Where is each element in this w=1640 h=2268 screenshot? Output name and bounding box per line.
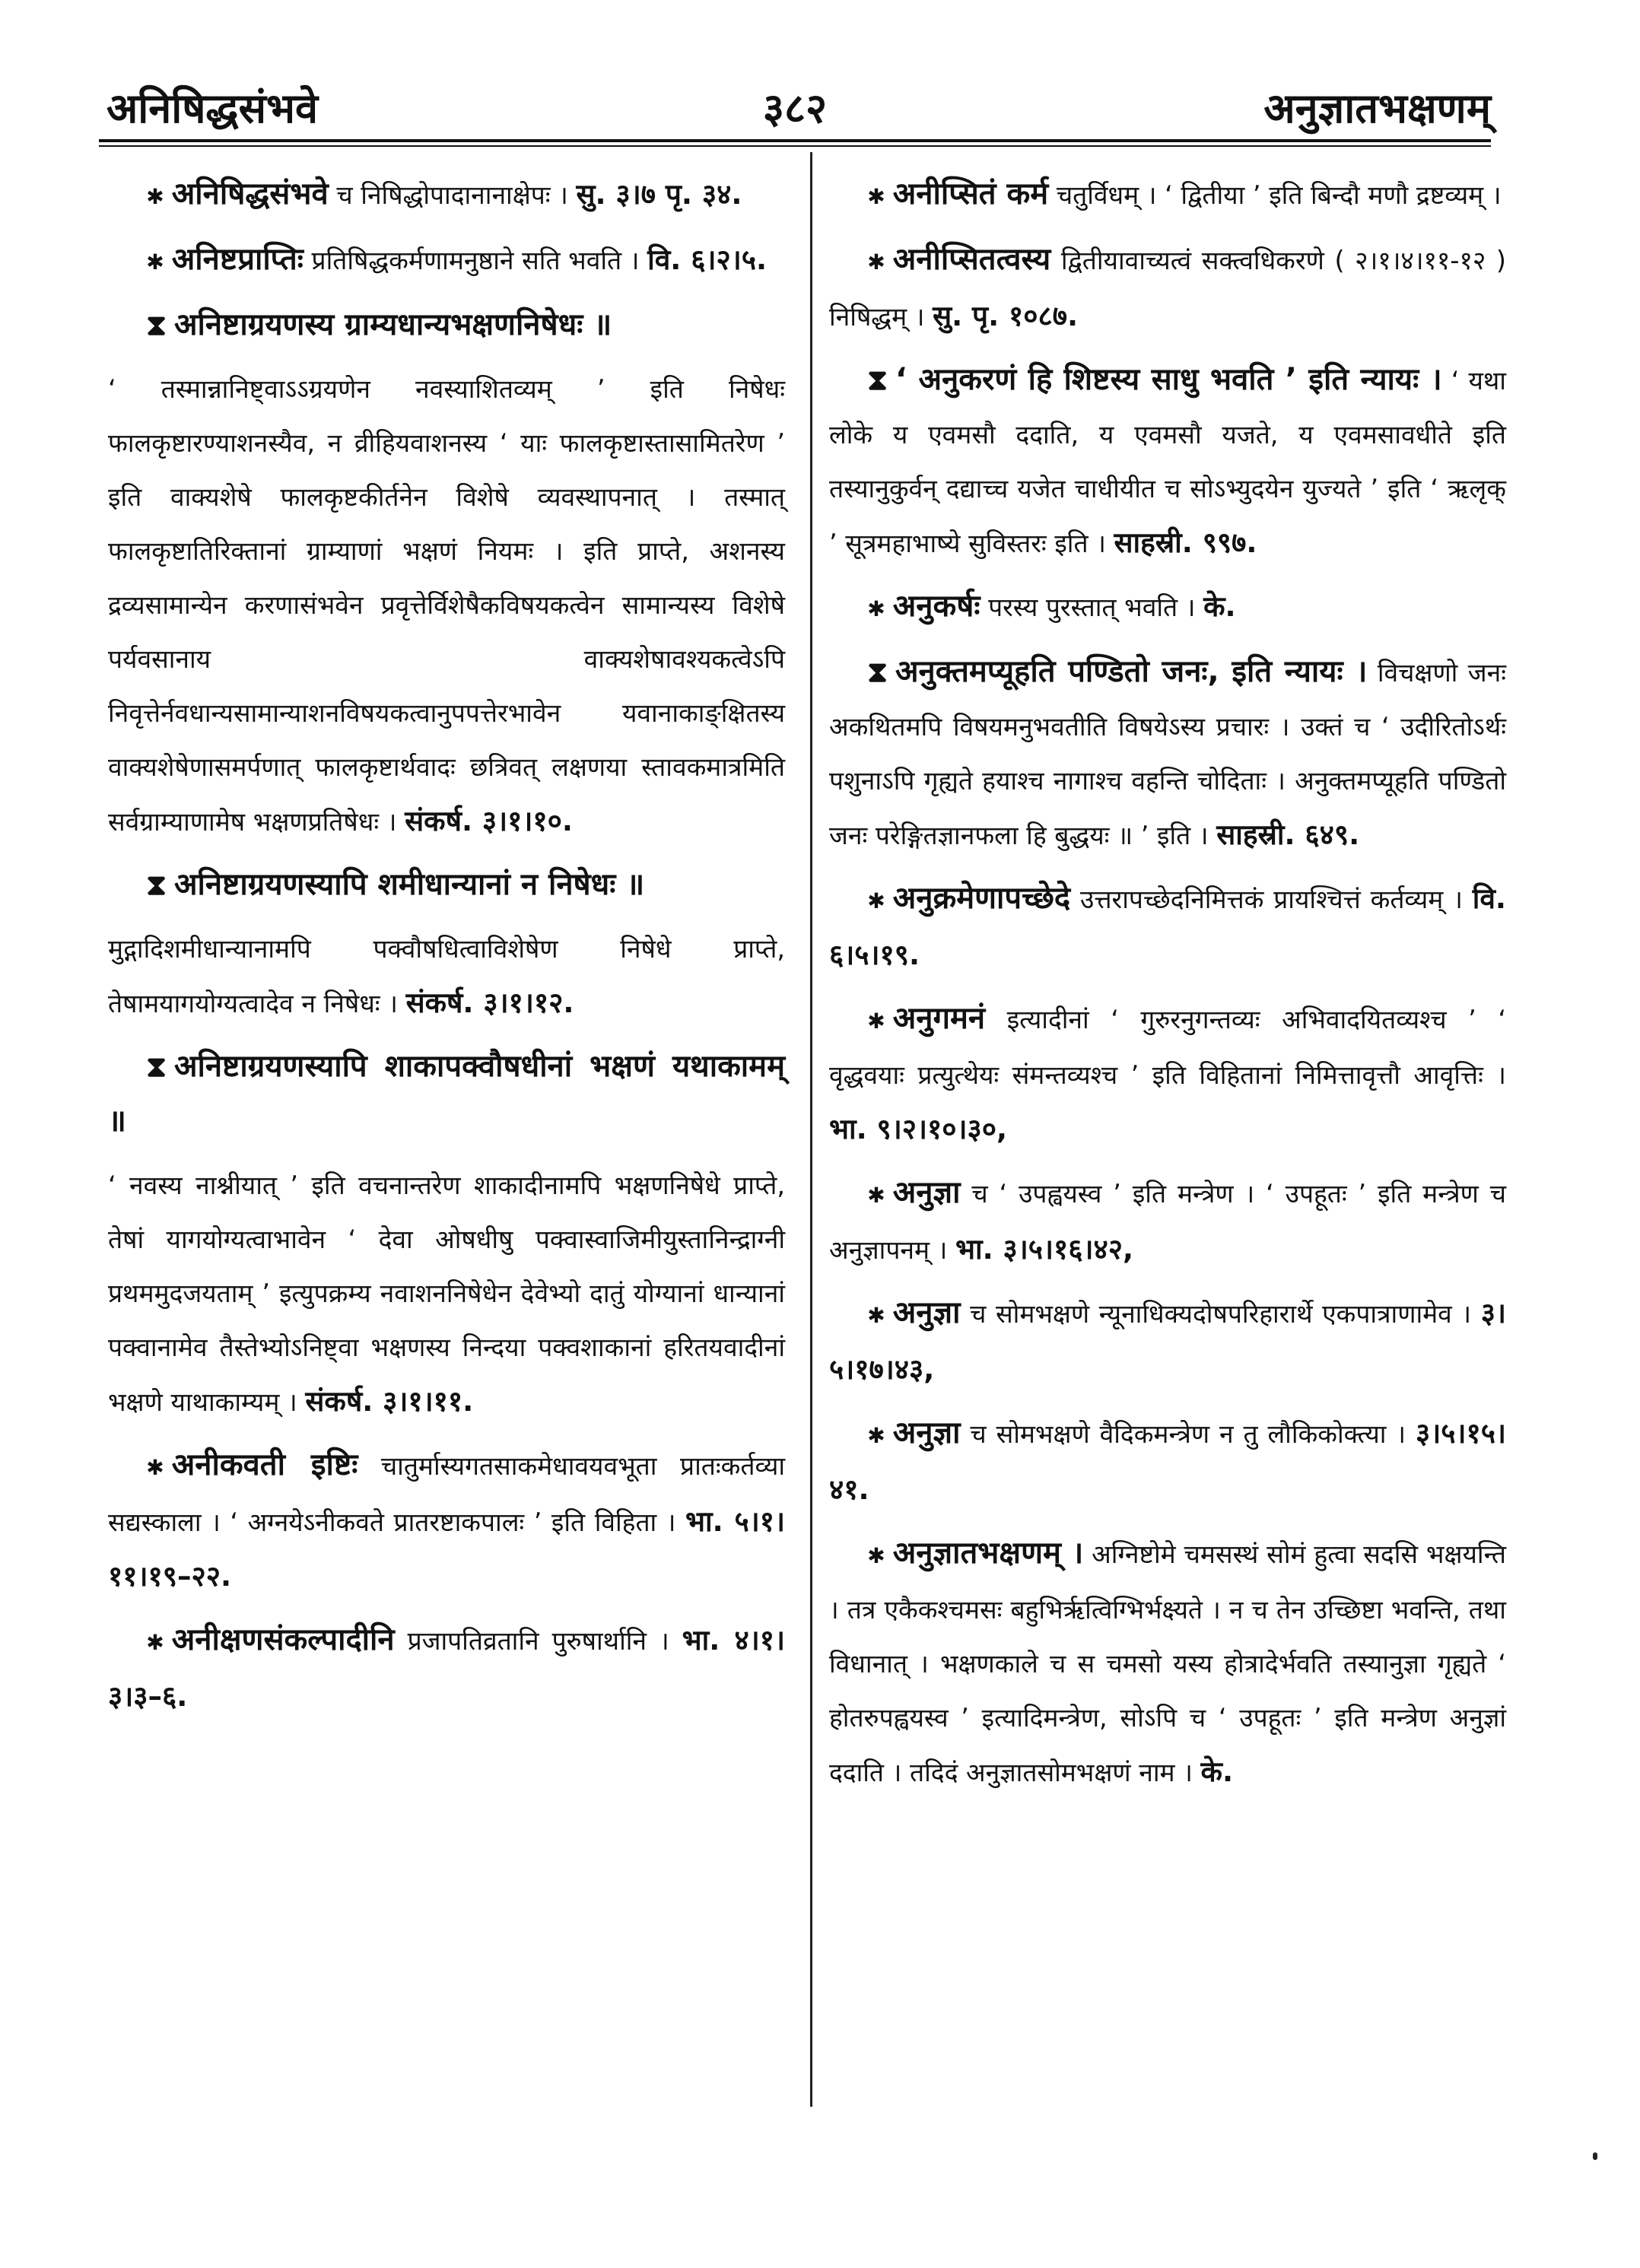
dictionary-entry: [829, 353, 1506, 570]
entry-headword: अनीप्सितं कर्म: [892, 176, 1049, 211]
hourglass-icon: ⧗: [146, 1050, 167, 1083]
entry-reference: संकर्ष. ३।१।१०.: [405, 805, 573, 837]
asterisk-icon: ✱: [146, 1630, 164, 1655]
asterisk-icon: ✱: [867, 1009, 885, 1034]
right-column: [829, 167, 1506, 1809]
entry-text: चतुर्विधम् । ‘ द्वितीया ’ इति बिन्दौ मणौ द्रष्टव्यम् ।: [1056, 180, 1502, 210]
entry-headword: अनिष्टप्राप्तिः: [171, 242, 304, 277]
entry-reference: ३।५।१५।४१.: [829, 1417, 1506, 1506]
asterisk-icon: ✱: [146, 184, 164, 209]
entry-text: मुद्गादिशमीधान्यानामपि पक्वौषधित्वाविशेषेण निषेधे प्राप्ते, तेषामयागयोग्यत्वादेव न निषेधः ।: [108, 934, 785, 1018]
dictionary-entry: [829, 645, 1506, 862]
entry-reference: सु. पृ. १०८७.: [933, 300, 1079, 332]
entry-headword: अनुक्रमेणापच्छेदे: [892, 881, 1071, 916]
entry-reference: ३।५।१७।४३,: [829, 1297, 1506, 1386]
entry-text: प्रतिषिद्धकर्मणामनुष्ठाने सति भवति ।: [311, 246, 640, 275]
entry-headword: अनीकवती इष्टिः: [171, 1447, 358, 1482]
asterisk-icon: ✱: [146, 249, 164, 275]
dictionary-entry: [829, 1166, 1506, 1277]
entry-headword: ‘ अनुकरणं हि शिष्टस्य साधु भवति ’ इति न्यायः ।: [895, 362, 1442, 397]
entry-text: परस्य पुरस्तात् भवति ।: [988, 592, 1196, 622]
dictionary-entry: [108, 1613, 785, 1724]
dictionary-entry: [829, 1526, 1506, 1799]
hourglass-icon: ⧗: [867, 655, 888, 688]
dictionary-entry: [108, 1040, 785, 1149]
entry-text: ‘ यथा लोके य एवमसौ ददाति, य एवमसौ यजते, य एवमसावधीते इति तस्यानुकुर्वन् दद्याच्च यजेत चाधीयीत च सोऽभ्युदयेन युज्यते ’ इति ‘ ऋलृक् ’ सूत्रमहाभाष्ये सुविस्तरः इति ।: [829, 366, 1506, 558]
asterisk-icon: ✱: [867, 249, 885, 275]
entry-headword: अनीप्सितत्वस्य: [892, 242, 1051, 277]
dictionary-entry: [108, 1438, 785, 1604]
entry-text: च सोमभक्षणे न्यूनाधिक्यदोषपरिहारार्थे एकपात्राणामेव ।: [970, 1299, 1472, 1329]
asterisk-icon: ✱: [867, 596, 885, 621]
entry-headword: अनुगमनं: [892, 1001, 986, 1036]
entry-reference: साहस्री. ९९७.: [1114, 526, 1257, 559]
entry-headword: अनिष्टाग्रयणस्य ग्राम्यधान्यभक्षणनिषेधः ॥: [173, 307, 612, 342]
entry-headword: अनिषिद्धसंभवे: [171, 176, 329, 211]
header-left-keyword: अनिषिद्धसंभवे: [106, 84, 319, 132]
entry-text: प्रजापतिव्रतानि पुरुषार्थानि ।: [407, 1626, 669, 1656]
hourglass-icon: ⧗: [146, 868, 167, 901]
dictionary-entry: [108, 167, 785, 224]
ink-speck: [1593, 2152, 1597, 2160]
entry-headword: अनिष्टाग्रयणस्यापि शाकापक्वौषधीनां भक्षणं यथाकामम् ॥: [108, 1049, 785, 1139]
dictionary-entry: [829, 872, 1506, 983]
entry-reference: के.: [1203, 590, 1236, 623]
entry-headword: अनुज्ञातभक्षणम् ।: [892, 1536, 1084, 1571]
dictionary-entry: [108, 298, 785, 353]
asterisk-icon: ✱: [867, 1183, 885, 1208]
entry-headword: अनुज्ञा: [892, 1295, 961, 1330]
asterisk-icon: ✱: [867, 1423, 885, 1448]
entry-text: द्वितीयावाच्यत्वं सक्त्वधिकरणे ( २।१।४।११-१२ ) निषिद्धम् ।: [829, 246, 1506, 332]
asterisk-icon: ✱: [867, 1543, 885, 1568]
entry-text: अग्निष्टोमे चमसस्थं सोमं हुत्वा सदसि भक्षयन्ति । तत्र एकैकश्चमसः बहुभिर्ऋत्विग्भिर्भक्ष्यते । न च तेन उच्छिष्टा भवन्ति, तथा विधानात् । भक्षणकाले च स चमसो यस्य होत्रादेर्भवति तस्यानुज्ञा गृह्यते ‘ होतरुपह्वयस्व ’ इत्यादिमन्त्रेण, सोऽपि च ‘ उपहूतः ’ इति मन्त्रेण अनुज्ञां ददाति । तदिदं अनुज्ञातसोमभक्षणं नाम ।: [829, 1539, 1506, 1787]
entry-text: इत्यादीनां ‘ गुरुरनुगन्तव्यः अभिवादयितव्यश्च ’ ‘ वृद्धवयाः प्रत्युत्थेयः संमन्तव्यश्च ’ इति विहितानां निमित्तावृत्तौ आवृत्तिः ।: [829, 1005, 1506, 1090]
page-header: [99, 72, 1491, 132]
entry-reference: सु. ३।७ पृ. ३४.: [576, 178, 742, 211]
entry-reference: वि. ६।२।५.: [647, 243, 768, 276]
dictionary-entry: [829, 1406, 1506, 1517]
header-right-keyword: अनुज्ञातभक्षणम्: [1263, 84, 1491, 132]
asterisk-icon: ✱: [867, 888, 885, 913]
entry-reference: भा. ३।५।१६।४२,: [955, 1233, 1134, 1266]
entry-reference: भा. ९।२।१०।३०,: [829, 1113, 1008, 1145]
dictionary-entry: [829, 1286, 1506, 1397]
dictionary-entry: [829, 580, 1506, 636]
page-number: ३८२: [762, 84, 828, 132]
entry-headword: अनिष्टाग्रयणस्यापि शमीधान्यानां न निषेधः ॥: [173, 867, 645, 902]
entry-text: उत्तरापच्छेदनिमित्तकं प्रायश्चित्तं कर्तव्यम् ।: [1080, 885, 1463, 914]
dictionary-entry: [108, 233, 785, 289]
entry-text: च ‘ उपह्वयस्व ’ इति मन्त्रेण । ‘ उपहूतः ’ इति मन्त्रेण च अनुज्ञापनम् ।: [829, 1179, 1506, 1265]
entry-headword: अनुज्ञा: [892, 1175, 961, 1210]
dictionary-entry: [108, 362, 785, 849]
entry-headword: अनुकर्षः: [892, 589, 981, 624]
asterisk-icon: ✱: [867, 1303, 885, 1328]
dictionary-entry: [108, 922, 785, 1031]
dictionary-entry: [829, 233, 1506, 344]
entry-reference: भा. ५।१।११।१९–२२.: [108, 1505, 786, 1593]
entry-reference: संकर्ष. ३।१।१२.: [405, 986, 574, 1019]
entry-text: च सोमभक्षणे वैदिकमन्त्रेण न तु लौकिकोक्त्या ।: [970, 1419, 1406, 1449]
dictionary-entry: [108, 858, 785, 913]
entry-headword: अनीक्षणसंकल्पादीनि: [171, 1622, 395, 1657]
entry-reference: के.: [1200, 1755, 1234, 1788]
entry-reference: वि. ६।५।१९.: [829, 882, 1506, 971]
dictionary-entry: [108, 1158, 785, 1429]
hourglass-icon: ⧗: [867, 363, 888, 396]
asterisk-icon: ✱: [867, 184, 885, 209]
entry-text: ‘ तस्मान्नानिष्ट्वाऽऽग्रयणेन नवस्याशितव्यम् ’ इति निषेधः फालकृष्टारण्याशनस्यैव, न व्रीहियवाशनस्य ‘ याः फालकृष्टास्तासामितरेण ’ इति वाक्यशेषे फालकृष्टकीर्तनेन विशेषे व्यवस्थापनात् । तस्मात् फालकृष्टातिरिक्तानां ग्राम्याणां भक्षणं नियमः । इति प्राप्ते, अशनस्य द्रव्यसामान्येन करणासंभवेन प्रवृत्तेर्विशेषैकविषयकत्वेन सामान्यस्य विशेषे पर्यवसानाय वाक्यशेषावश्यकत्वेऽपि निवृत्तेर्नवधान्यसामान्याशनविषयकत्वानुपपत्तेरभावेन यवानाकाङ्क्षितस्य वाक्यशेषेणासमर्पणात् फालकृष्टार्थवादः छत्रिवत् लक्षणया स्तावकमात्रमिति सर्वग्राम्याणामेष भक्षणप्रतिषेधः ।: [108, 374, 785, 837]
asterisk-icon: ✱: [146, 1455, 164, 1480]
entry-text: चातुर्मास्यगतसाकमेधावयवभूता प्रातःकर्तव्या सद्यस्काला । ‘ अग्नयेऽनीकवते प्रातरष्टाकपालः ’ इति विहिता ।: [108, 1451, 786, 1537]
dictionary-entry: [829, 167, 1506, 224]
header-rule: [99, 139, 1491, 147]
column-divider: [810, 152, 812, 2107]
dictionary-entry: [829, 992, 1506, 1157]
entry-reference: भा. ४।१।३।३–६.: [108, 1624, 785, 1713]
entry-headword: अनुज्ञा: [892, 1415, 961, 1450]
entry-reference: संकर्ष. ३।१।११.: [305, 1385, 474, 1418]
entry-headword: अनुक्तमप्यूहति पण्डितो जनः, इति न्यायः ।: [895, 654, 1368, 689]
hourglass-icon: ⧗: [146, 308, 167, 341]
entry-text: विचक्षणो जनः अकथितमपि विषयमनुभवतीति विषयेऽस्य प्रचारः । उक्तं च ‘ उदीरितोऽर्थः पशुनाऽपि गृह्यते हयाश्च नागाश्च वहन्ति चोदिताः । अनुक्तमप्यूहति पण्डितो जनः परेङ्गितज्ञानफला हि बुद्धयः ॥ ’ इति ।: [829, 658, 1506, 850]
entry-reference: साहस्री. ६४९.: [1216, 818, 1360, 851]
left-column: [108, 167, 785, 1733]
entry-text: ‘ नवस्य नाश्नीयात् ’ इति वचनान्तरेण शाकादीनामपि भक्षणनिषेधे प्राप्ते, तेषां यागयोग्यत्वाभावेन ‘ देवा ओषधीषु पक्वास्वाजिमीयुस्तानिन्द्राग्नी प्रथममुदजयताम् ’ इत्युपक्रम्य नवाशननिषेधेन देवेभ्यो दातुं योग्यानां धान्यानां पक्वानामेव तैस्तेभ्योऽनिष्ट्वा भक्षणस्य निन्दया पक्वशाकानां हरितयवादीनां भक्षणे याथाकाम्यम् ।: [108, 1171, 785, 1417]
entry-text: च निषिद्धोपादानानाक्षेपः ।: [336, 180, 568, 210]
